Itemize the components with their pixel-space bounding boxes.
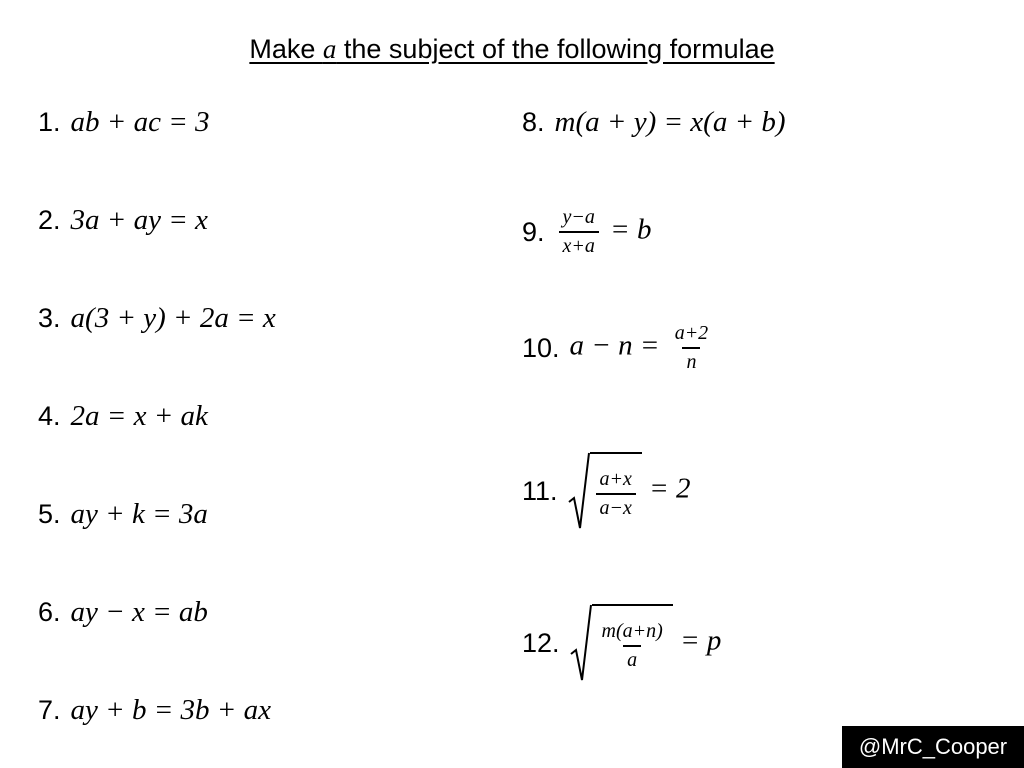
question-8 xyxy=(522,106,786,139)
fraction-numerator: a+2 xyxy=(674,322,709,344)
radical-sign-icon xyxy=(568,452,590,530)
title-variable: a xyxy=(322,34,337,64)
question-number: 12. xyxy=(522,627,560,658)
question-4 xyxy=(38,400,208,433)
question-number: 8. xyxy=(522,107,545,137)
question-1 xyxy=(38,106,210,139)
question-expression: 2a = x + ak xyxy=(70,400,208,432)
question-number: 5. xyxy=(38,499,61,529)
fraction xyxy=(598,620,667,672)
question-7 xyxy=(38,694,271,727)
question-number: 11. xyxy=(522,475,558,506)
question-expression: m(a + y) = x(a + b) xyxy=(554,106,786,138)
question-9 xyxy=(522,206,651,258)
title-text-end: the subject of the following formulae xyxy=(336,34,775,64)
equation-lhs: a − n = xyxy=(569,329,660,362)
question-expression: 3a + ay = x xyxy=(70,204,208,236)
fraction xyxy=(596,468,636,520)
equation-rhs: = p xyxy=(680,624,722,657)
question-11 xyxy=(522,452,690,530)
fraction xyxy=(671,322,713,374)
radical-sign-icon xyxy=(570,604,592,682)
question-number: 1. xyxy=(38,107,61,137)
question-expression: ab + ac = 3 xyxy=(70,106,210,138)
equation-rhs: = 2 xyxy=(649,472,691,505)
fraction-denominator: a−x xyxy=(596,493,636,520)
fraction-denominator: a xyxy=(623,645,641,672)
question-number: 2. xyxy=(38,205,61,235)
square-root xyxy=(570,604,673,682)
fraction-numerator: y−a xyxy=(562,206,595,228)
question-number: 9. xyxy=(522,216,545,247)
worksheet-title xyxy=(0,30,1024,68)
question-number: 7. xyxy=(38,695,61,725)
author-credit-badge: @MrC_Cooper xyxy=(842,726,1024,768)
title-text-start: Make xyxy=(249,34,323,64)
question-number: 6. xyxy=(38,597,61,627)
question-6 xyxy=(38,596,208,629)
question-expression: ay + k = 3a xyxy=(70,498,208,530)
question-2 xyxy=(38,204,208,237)
question-number: 10. xyxy=(522,332,560,363)
equation-rhs: = b xyxy=(610,213,652,246)
question-number: 3. xyxy=(38,303,61,333)
question-5 xyxy=(38,498,208,531)
fraction-numerator: a+x xyxy=(599,468,632,490)
question-12 xyxy=(522,604,721,682)
question-expression: ay − x = ab xyxy=(70,596,208,628)
question-10 xyxy=(522,322,716,374)
fraction-denominator: x+a xyxy=(559,231,599,258)
question-expression: a(3 + y) + 2a = x xyxy=(70,302,276,334)
question-3 xyxy=(38,302,276,335)
fraction-denominator: n xyxy=(682,347,700,374)
fraction xyxy=(559,206,599,258)
fraction-numerator: m(a+n) xyxy=(601,620,663,642)
question-number: 4. xyxy=(38,401,61,431)
question-expression: ay + b = 3b + ax xyxy=(70,694,271,726)
square-root xyxy=(568,452,642,530)
